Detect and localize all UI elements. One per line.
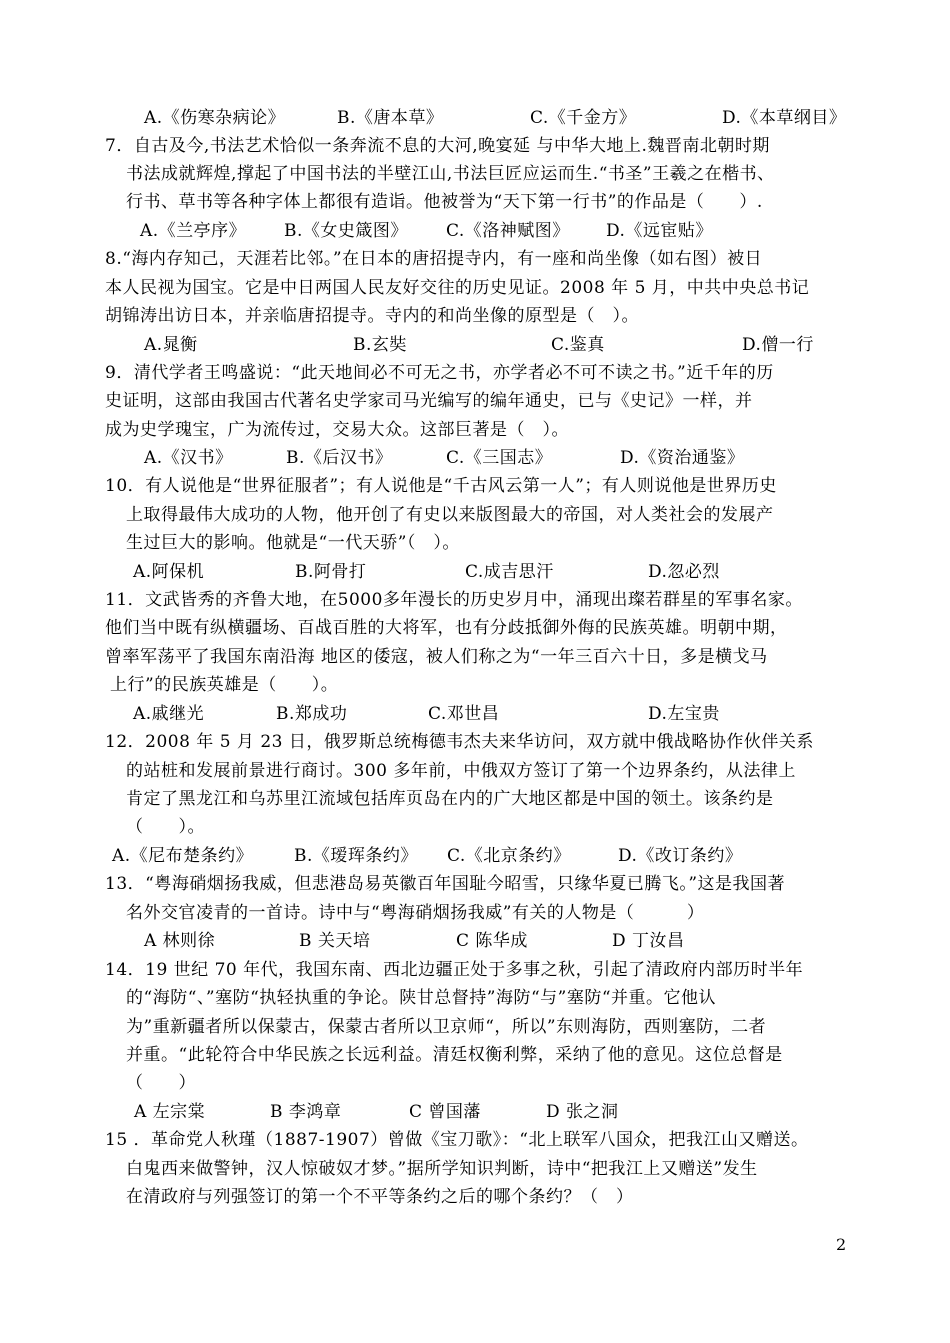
q7-option-d: D.《远宦贴》	[606, 221, 713, 241]
page-number: 2	[836, 1235, 847, 1254]
q8-option-b: B.玄奘	[353, 335, 407, 355]
q10-line-1: 10．有人说他是“世界征服者”；有人说他是“千古风云第一人”；有人则说他是世界历史	[105, 476, 777, 496]
q14-option-d: D 张之洞	[546, 1102, 619, 1122]
q15-line-1: 15 ．革命党人秋瑾（1887-1907）曾做《宝刀歌》：“北上联军八国众，把我江山又赠送。	[105, 1130, 809, 1150]
q12-line-3: 肯定了黑龙江和乌苏里江流域包括库页岛在内的广大地区都是中国的领土。该条约是	[126, 789, 774, 809]
q14-line-5: （ ）	[126, 1073, 196, 1093]
q15-line-2: 白鬼西来做警钟，汉人惊破奴才梦。”据所学知识判断，诗中“把我江上又赠送”发生	[126, 1159, 758, 1179]
q6-option-c: C.《千金方》	[530, 108, 637, 128]
q7-line-2: 书法成就辉煌,撑起了中国书法的半壁江山,书法巨匠应运而生.“书圣”王羲之在楷书、	[126, 164, 775, 184]
q10-option-c: C.成吉思汗	[465, 562, 554, 582]
q11-line-3: 曾率军荡平了我国东南沿海 地区的倭寇，被人们称之为“一年三百六十日，多是横戈马	[105, 647, 768, 667]
q9-line-1: 9．清代学者王鸣盛说：“此天地间必不可无之书，亦学者必不可不读之书。”近千年的历	[105, 363, 774, 383]
q10-option-b: B.阿骨打	[295, 562, 367, 582]
q8-line-3: 胡锦涛出访日本，并亲临唐招提寺。寺内的和尚坐像的原型是（ ）。	[105, 306, 639, 326]
q14-option-b: B 李鸿章	[270, 1102, 342, 1122]
q12-option-d: D.《改订条约》	[618, 846, 743, 866]
q10-line-3: 生过巨大的影响。他就是“一代天骄”（ ）。	[126, 533, 460, 553]
q9-option-b: B.《后汉书》	[286, 448, 393, 468]
q13-option-b: B 关天培	[299, 931, 371, 951]
q8-option-a: A.晁衡	[144, 335, 198, 355]
q14-option-c: C 曾国藩	[409, 1102, 481, 1122]
q13-line-2: 名外交官凌青的一首诗。诗中与“粤海硝烟扬我威”有关的人物是（ ）	[126, 903, 705, 923]
q15-line-3: 在清政府与列强签订的第一个不平等条约之后的哪个条约？（ ）	[126, 1187, 634, 1207]
q10-option-d: D.忽必烈	[648, 562, 720, 582]
q11-option-d: D.左宝贵	[648, 704, 720, 724]
q7-line-3: 行书、草书等各种字体上都很有造诣。他被誉为“天下第一行书”的作品是（ ）.	[126, 192, 763, 212]
q8-line-1: 8.“海内存知己，天涯若比邻。”在日本的唐招提寺内，有一座和尚坐像（如右图）被日	[105, 249, 763, 269]
q10-line-2: 上取得最伟大成功的人物，他开创了有史以来版图最大的帝国，对人类社会的发展产	[126, 505, 774, 525]
q11-line-4: 上行”的民族英雄是（ ）。	[110, 675, 339, 695]
q11-option-b: B.郑成功	[276, 704, 348, 724]
q9-line-3: 成为史学瑰宝，广为流传过，交易大众。这部巨著是（ ）。	[105, 420, 569, 440]
q7-line-1: 7．自古及今,书法艺术恰似一条奔流不息的大河,晚宴延 与中华大地上.魏晋南北朝时期	[105, 136, 770, 156]
q7-option-b: B.《女史箴图》	[284, 221, 408, 241]
q9-option-c: C.《三国志》	[446, 448, 553, 468]
q13-option-d: D 丁汝昌	[612, 931, 685, 951]
q12-option-b: B.《瑷珲条约》	[294, 846, 418, 866]
q13-option-c: C 陈华成	[456, 931, 528, 951]
q14-line-3: 为”重新疆者所以保蒙古，保蒙古者所以卫京师“，所以”东则海防，西则塞防，二者	[126, 1017, 767, 1037]
q11-option-a: A.戚继光	[133, 704, 205, 724]
q7-option-c: C.《洛神赋图》	[446, 221, 570, 241]
q7-option-a: A.《兰亭序》	[140, 221, 247, 241]
q9-option-d: D.《资治通鉴》	[620, 448, 745, 468]
q8-option-c: C.鉴真	[551, 335, 605, 355]
q8-option-d: D.僧一行	[742, 335, 814, 355]
q14-line-1: 14．19 世纪 70 年代，我国东南、西北边疆正处于多事之秋，引起了清政府内部历时半年	[105, 960, 804, 980]
q12-option-a: A.《尼布楚条约》	[112, 846, 254, 866]
q12-line-4: （ ）。	[126, 817, 205, 837]
q6-option-a: A.《伤寒杂病论》	[144, 108, 286, 128]
q11-option-c: C.邓世昌	[428, 704, 500, 724]
q12-line-2: 的站桩和发展前景进行商讨。300 多年前，中俄双方签订了第一个边界条约，从法律上	[126, 761, 796, 781]
q6-option-d: D.《本草纲目》	[722, 108, 847, 128]
q13-option-a: A 林则徐	[144, 931, 216, 951]
q9-option-a: A.《汉书》	[144, 448, 233, 468]
q12-option-c: C.《北京条约》	[447, 846, 571, 866]
q14-option-a: A 左宗棠	[134, 1102, 206, 1122]
q9-line-2: 史证明，这部由我国古代著名史学家司马光编写的编年通史，已与《史记》一样，并	[105, 391, 753, 411]
q6-option-b: B.《唐本草》	[337, 108, 444, 128]
q14-line-2: 的“海防“、”塞防“执轻执重的争论。陕甘总督持”海防“与”塞防“并重。它他认	[126, 988, 717, 1008]
q11-line-1: 11．文武皆秀的齐鲁大地，在5000多年漫长的历史岁月中，涌现出璨若群星的军事名家。	[105, 590, 803, 610]
q12-line-1: 12．2008 年 5 月 23 日，俄罗斯总统梅德韦杰夫来华访问，双方就中俄战略协作伙伴关系	[105, 732, 814, 752]
q8-line-2: 本人民视为国宝。它是中日两国人民友好交往的历史见证。2008 年 5 月，中共中央总书记	[105, 278, 810, 298]
q13-line-1: 13．“粤海硝烟扬我威，但悲港岛易英徽百年国耻今昭雪，只缘华夏已腾飞。”这是我国著	[105, 874, 786, 894]
q11-line-2: 他们当中既有纵横疆场、百战百胜的大将军，也有分歧抵御外侮的民族英雄。明朝中期，	[105, 618, 788, 638]
q10-option-a: A.阿保机	[133, 562, 205, 582]
q14-line-4: 并重。“此轮符合中华民族之长远利益。清廷权衡利弊，采纳了他的意见。这位总督是	[126, 1045, 783, 1065]
